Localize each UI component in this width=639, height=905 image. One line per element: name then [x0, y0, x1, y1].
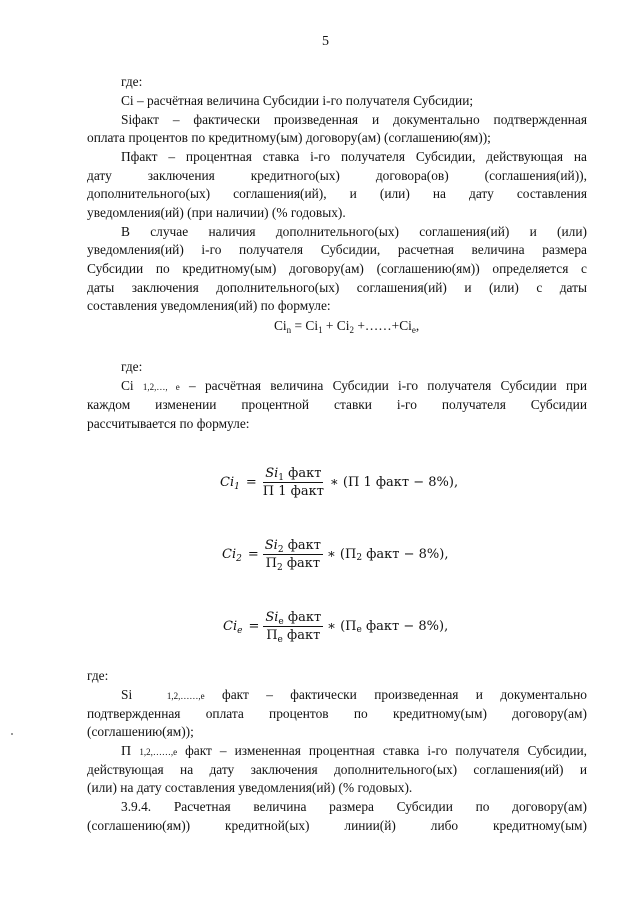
page-number: 5	[322, 34, 329, 49]
si-e-definition-line-1: Si 1,2,……,e факт – фактически произведенная и документально	[121, 687, 587, 702]
si-definition-line-2: оплата процентов по кредитному(ым) договору(ам) (соглашению(ям));	[87, 130, 491, 145]
section-394-line-1: 3.9.4. Расчетная величина размера Субсидии по договору(ам)	[121, 799, 587, 814]
case-paragraph-line-3: Субсидии по кредитному(ым) договору(ам) (соглашению(ям)) определяется с	[87, 261, 587, 276]
si-e-definition-line-2: подтвержденная оплата процентов по кредитному(ым) договору(ам)	[87, 706, 587, 721]
p-e-definition-line-3: (или) на дату составления уведомления(ий) (% годовых).	[87, 780, 413, 795]
where-label-3: где:	[87, 668, 109, 683]
section-394-line-2: (соглашению(ям)) кредитной(ых) линии(й) либо кредитному(ым)	[87, 818, 587, 833]
ci-e-definition-line-1: Ci 1,2,…, e – расчётная величина Субсидии i-го получателя Субсидии при	[121, 378, 587, 393]
ci-e-definition-line-3: рассчитывается по формуле:	[87, 416, 250, 431]
case-paragraph-line-5: составления уведомления(ий) по формуле:	[87, 298, 331, 313]
p-e-definition-line-1: П 1,2,……,e факт – измененная процентная ставка i-го получателя Субсидии,	[121, 743, 588, 759]
p-definition-line-4: уведомления(ий) (при наличии) (% годовых).	[87, 205, 346, 220]
where-label-2: где:	[121, 359, 143, 374]
equation-ci-e: $Ci_e$ = $\frac{Si_e факт}{П_e факт}$ ∗ (П e факт − 8%),	[223, 610, 449, 645]
equation-ci-2: $Ci_2$ = $\frac{Si_2 факт}{П_2 факт}$ ∗ (П 2 факт − 8%),	[222, 538, 449, 573]
case-paragraph-line-4: даты заключения дополнительного(ых) соглашения(ий) и (или) с даты	[87, 280, 587, 295]
case-paragraph-line-2: уведомления(ий) i-го получателя Субсидии, расчетная величина размера	[87, 242, 587, 257]
si-definition-line-1: Siфакт – фактически произведенная и документально подтвержденная	[121, 112, 587, 127]
p-definition-line-3: дополнительного(ых) соглашения(ий), и (или) на дату составления	[87, 186, 587, 201]
case-paragraph-line-1: В случае наличия дополнительного(ых) соглашения(ий) и (или)	[121, 224, 587, 239]
si-e-definition-line-3: (соглашению(ям));	[87, 724, 194, 739]
ci-definition: Ci – расчётная величина Субсидии i-го получателя Субсидии;	[121, 93, 474, 108]
equation-ci-1: $Ci_1$ = $\frac{Si_1 факт}{\text{П 1 факт}}$ ∗ (П 1 факт − 8%),	[220, 466, 459, 499]
p-definition-line-1: Пфакт – процентная ставка i-го получателя Субсидии, действующая на	[121, 149, 587, 164]
ci-e-definition-line-2: каждом изменении процентной ставки i-го получателя Субсидии	[87, 397, 587, 412]
sum-formula: $Ci_n = Ci_1 + Ci_2$ $+\dots\dots+Ci_e$,	[274, 318, 420, 335]
scan-speck	[11, 733, 13, 735]
p-definition-line-2: дату заключения кредитного(ых) договора(ов) (соглашения(ий)),	[87, 168, 587, 183]
p-e-definition-line-2: действующая на дату заключения дополнительного(ых) соглашения(ий) и	[87, 762, 587, 777]
where-label-1: где:	[121, 74, 143, 89]
